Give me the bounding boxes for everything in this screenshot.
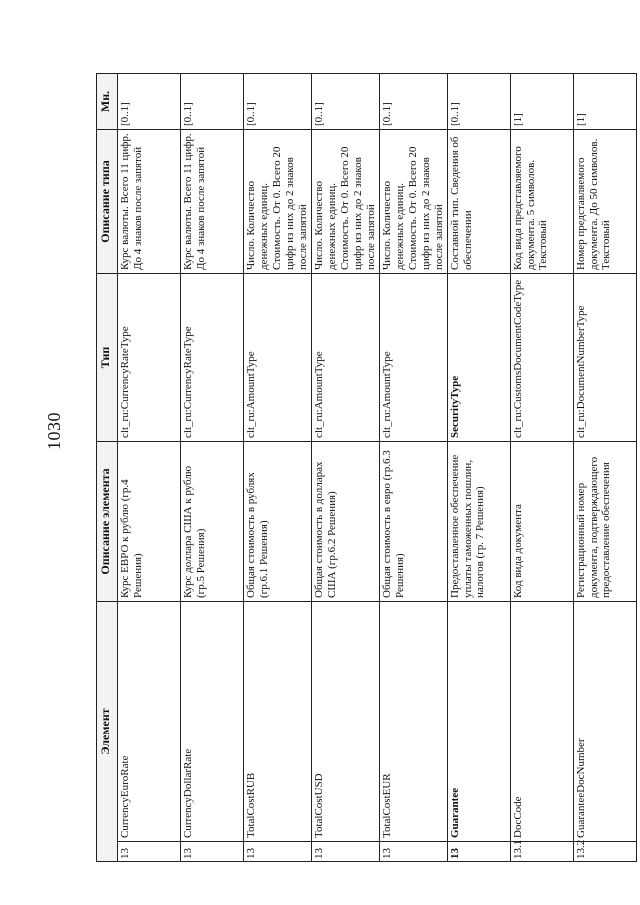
table-row [510,73,573,861]
table-row [311,73,379,861]
row-number: 13.1 [510,842,573,862]
table-row [118,73,181,861]
element-type: SecurityType [447,273,510,441]
element-name: TotalCostUSD [311,601,379,841]
element-description: Общая стоимость в евро (гр.6.3 Решения) [379,441,447,601]
multiplicity: [0..1] [181,73,244,129]
table-row [447,73,510,861]
table-row [181,73,244,861]
element-type: clt_ru:CustomsDocumentCodeType [510,273,573,441]
header-type-description: Описание типа [97,129,118,273]
element-name: CurrencyEuroRate [118,601,181,841]
element-type: clt_ru:AmountType [379,273,447,441]
element-name: CurrencyDollarRate [181,601,244,841]
schema-table [96,73,637,862]
multiplicity: [0..1] [244,73,312,129]
element-type: clt_ru:AmountType [244,273,312,441]
type-description: Код вида представляемого документа. 5 символов. Текстовый [510,129,573,273]
row-number: 13 [447,842,510,862]
row-number: 13 [379,842,447,862]
element-name: DocCode [510,601,573,841]
row-number: 13 [181,842,244,862]
type-description: Номер представляемого документа. До 50 символов. Текстовый [573,129,636,273]
header-element: Элемент [97,601,118,861]
rotated-table-container [96,74,640,862]
element-description: Общая стоимость в рублях (гр.6.1 Решения) [244,441,312,601]
type-description: Курс валюты. Всего 11 цифр. До 4 знаков после запятой [118,129,181,273]
multiplicity: [1] [573,73,636,129]
type-description: Курс валюты. Всего 11 цифр. До 4 знаков после запятой [181,129,244,273]
row-number: 13 [311,842,379,862]
element-description: Курс доллара США к рублю (гр.5 Решения) [181,441,244,601]
multiplicity: [0..1] [379,73,447,129]
type-description: Число. Количество денежных единиц. Стоимость. От 0. Всего 20 цифр из них до 2 знаков после запятой [379,129,447,273]
element-type: clt_ru:CurrencyRateType [118,273,181,441]
header-row [97,73,118,861]
element-name: TotalCostRUB [244,601,312,841]
element-name: Guarantee [447,601,510,841]
type-description: Число. Количество денежных единиц. Стоимость. От 0. Всего 20 цифр из них до 2 знаков после запятой [244,129,312,273]
element-type: clt_ru:AmountType [311,273,379,441]
header-description: Описание элемента [97,441,118,601]
page-number: 1030 [44,412,64,450]
multiplicity: [0..1] [118,73,181,129]
element-type: clt_ru:CurrencyRateType [181,273,244,441]
table-row [244,73,312,861]
table-row [379,73,447,861]
type-description: Число. Количество денежных единиц. Стоимость. От 0. Всего 20 цифр из них до 2 знаков после запятой [311,129,379,273]
multiplicity: [1] [510,73,573,129]
element-description: Общая стоимость в долларах США (гр.6.2 Решения) [311,441,379,601]
element-description: Предоставленное обеспечение уплаты таможенных пошлин, налогов (гр. 7 Решения) [447,441,510,601]
element-description: Регистрационный номер документа, подтверждающего предоставление обеспечения [573,441,636,601]
row-number: 13.2 [573,842,636,862]
multiplicity: [0..1] [447,73,510,129]
element-name: GuaranteeDocNumber [573,601,636,841]
header-type: Тип [97,273,118,441]
table-row [573,73,636,861]
header-multiplicity: Мн. [97,73,118,129]
element-description: Курс ЕВРО к рублю (гр.4 Решения) [118,441,181,601]
element-description: Код вида документа [510,441,573,601]
element-name: TotalCostEUR [379,601,447,841]
multiplicity: [0..1] [311,73,379,129]
row-number: 13 [118,842,181,862]
type-description: Составной тип. Сведения об обеспечении [447,129,510,273]
element-type: clt_ru:DocumentNumberType [573,273,636,441]
row-number: 13 [244,842,312,862]
